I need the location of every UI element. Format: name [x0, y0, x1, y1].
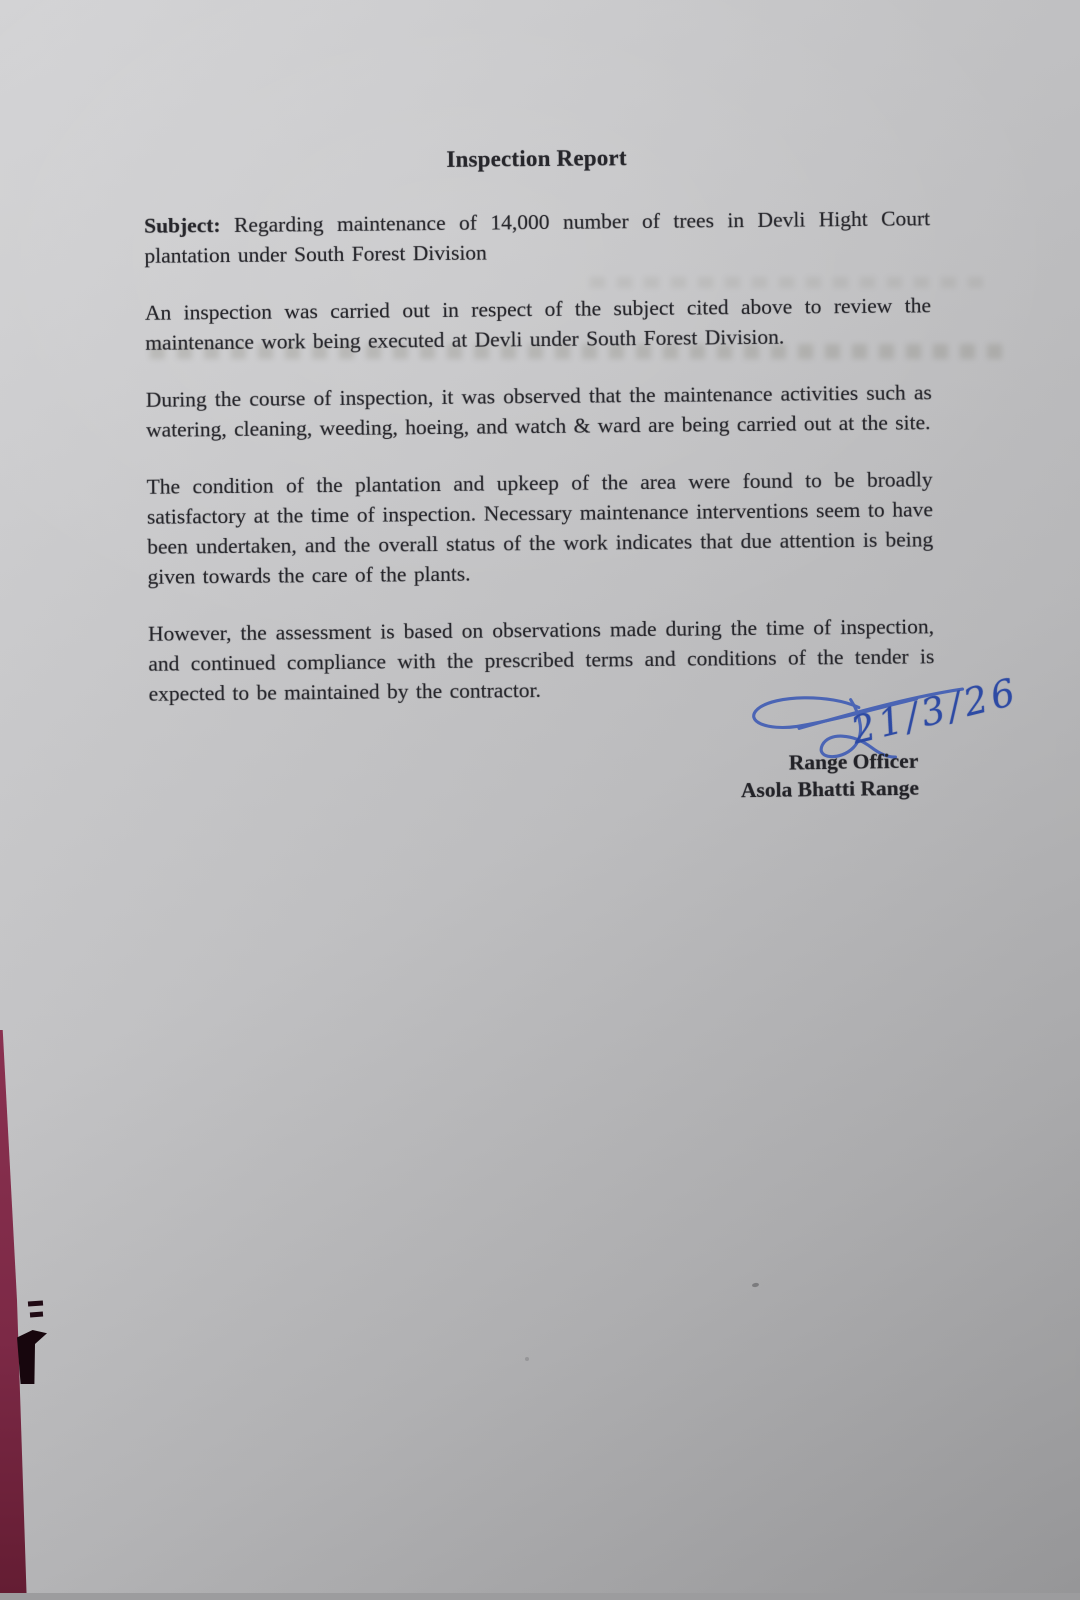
paper-speck — [525, 1357, 529, 1361]
report-title: Inspection Report — [446, 145, 627, 172]
subject-text: Regarding maintenance of 14,000 number of trees in Devli Hight Court plantation under South Forest Division — [144, 206, 931, 268]
backing-print-mark — [30, 1312, 43, 1318]
report-body — [0, 0, 1080, 737]
signatory-block — [689, 747, 970, 805]
paragraph-3: The condition of the plantation and upkeep of the area were found to be broadly satisfactory at the time of inspection. Necessary maintenance interventions seem to have been undertaken, and the overall status of the work indicates that due attention is being given towards the care of the plants. — [146, 467, 934, 589]
backing-print-mark — [28, 1300, 43, 1306]
subject-line — [144, 203, 931, 271]
signatory-designation: Range Officer — [788, 748, 919, 775]
subject-label: Subject: — [144, 213, 221, 238]
paragraph-1: An inspection was carried out in respect of the subject cited above to review the maintenance work being executed at Devli under South Forest Division. — [144, 293, 932, 355]
paper-speck — [752, 1282, 760, 1287]
paragraph-2: During the course of inspection, it was observed that the maintenance activities such as watering, cleaning, weeding, hoeing, and watch & ward are being carried out at the site. — [145, 380, 932, 442]
backing-print-mark — [17, 1330, 47, 1384]
paragraph-4: However, the assessment is based on observations made during the time of inspection, and continued compliance with the prescribed terms and conditions of the tender is expected to be maintained by the contractor. — [147, 614, 935, 706]
handwritten-date: 21/3/26 — [847, 670, 1024, 753]
signatory-office: Asola Bhatti Range — [740, 775, 920, 803]
